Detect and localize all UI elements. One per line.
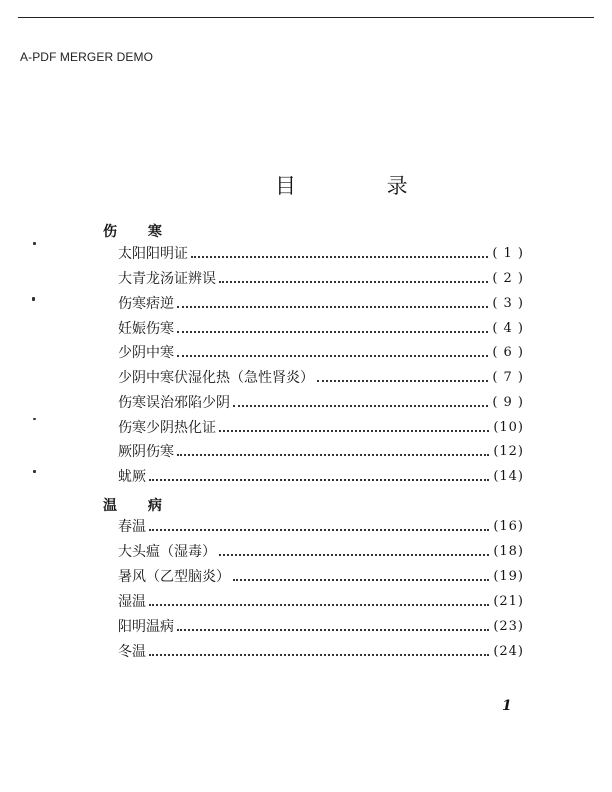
toc-entry-title: 大青龙汤证辨误 xyxy=(118,271,216,287)
toc-entry-page: ( 7 ) xyxy=(492,370,524,385)
toc-entry-title: 春温 xyxy=(118,519,146,535)
toc-entry-title: 厥阴伤寒 xyxy=(118,444,174,460)
dot-leader xyxy=(177,306,488,308)
toc-entry[interactable] xyxy=(118,568,524,586)
dot-leader xyxy=(219,281,488,283)
toc-entry-title: 太阳阳明证 xyxy=(118,246,188,262)
toc-entry-title: 大头瘟（湿毒） xyxy=(118,544,216,560)
toc-entry-title: 少阴中寒伏湿化热（急性肾炎） xyxy=(118,370,314,386)
toc-entry[interactable] xyxy=(118,394,524,412)
toc-entry-title: 妊娠伤寒 xyxy=(118,321,174,337)
section-heading: 温 病 xyxy=(103,498,175,514)
toc-entry-page: (21) xyxy=(493,594,524,609)
toc-entry[interactable] xyxy=(118,543,524,561)
dot-leader xyxy=(317,380,488,382)
toc-entry-page: ( 4 ) xyxy=(492,321,524,336)
dot-leader xyxy=(219,554,489,556)
dot-leader xyxy=(219,430,489,432)
toc-entry-title: 冬温 xyxy=(118,644,146,660)
watermark-text: A-PDF MERGER DEMO xyxy=(20,50,154,64)
dot-leader xyxy=(149,654,489,656)
toc-entry[interactable] xyxy=(118,369,524,387)
toc-entry[interactable] xyxy=(118,468,524,486)
scan-speck xyxy=(33,418,36,420)
toc-entry[interactable] xyxy=(118,295,524,313)
toc-entry[interactable] xyxy=(118,320,524,338)
toc-entry-page: (14) xyxy=(493,469,524,484)
dot-leader xyxy=(177,629,489,631)
toc-entry-page: (18) xyxy=(493,544,524,559)
toc-entry-title: 伤寒少阴热化证 xyxy=(118,420,216,436)
toc-entry-title: 湿温 xyxy=(118,594,146,610)
toc-entry[interactable] xyxy=(118,344,524,362)
toc-entry-page: ( 9 ) xyxy=(492,395,524,410)
toc-entry-page: (16) xyxy=(493,519,524,534)
toc-entry-page: ( 1 ) xyxy=(492,246,524,261)
toc-entry[interactable] xyxy=(118,443,524,461)
scan-speck xyxy=(32,297,35,301)
toc-entry-page: (24) xyxy=(493,644,524,659)
dot-leader xyxy=(177,355,488,357)
toc-entry-title: 伤寒误治邪陷少阴 xyxy=(118,395,230,411)
toc-entry[interactable] xyxy=(118,593,524,611)
scan-speck xyxy=(33,470,36,473)
dot-leader xyxy=(149,604,489,606)
page-number: 1 xyxy=(502,698,512,714)
section-heading: 伤 寒 xyxy=(103,224,175,240)
toc-entry[interactable] xyxy=(118,643,524,661)
toc-entry-title: 少阴中寒 xyxy=(118,345,174,361)
dot-leader xyxy=(177,331,488,333)
toc-entry[interactable] xyxy=(118,618,524,636)
dot-leader xyxy=(191,256,488,258)
toc-entry-page: (12) xyxy=(493,444,524,459)
toc-entry-title: 暑风（乙型脑炎） xyxy=(118,569,230,585)
toc-entry-title: 蚘厥 xyxy=(118,469,146,485)
dot-leader xyxy=(233,405,488,407)
scan-speck xyxy=(33,242,36,245)
toc-entry[interactable] xyxy=(118,245,524,263)
toc-entry[interactable] xyxy=(118,419,524,437)
toc-entry[interactable] xyxy=(118,270,524,288)
toc-entry-page: (23) xyxy=(493,619,524,634)
toc-entry-page: (10) xyxy=(493,420,524,435)
toc-entry-title: 阳明温病 xyxy=(118,619,174,635)
dot-leader xyxy=(233,579,489,581)
toc-entry-page: (19) xyxy=(493,569,524,584)
dot-leader xyxy=(149,529,489,531)
toc-title: 目 录 xyxy=(275,174,450,198)
dot-leader xyxy=(177,454,489,456)
toc-entry-page: ( 3 ) xyxy=(492,296,524,311)
dot-leader xyxy=(149,479,489,481)
toc-entry-title: 伤寒痞逆 xyxy=(118,296,174,312)
toc-entry-page: ( 2 ) xyxy=(492,271,524,286)
toc-entry[interactable] xyxy=(118,518,524,536)
toc-entry-page: ( 6 ) xyxy=(492,345,524,360)
top-border-line xyxy=(18,17,594,18)
